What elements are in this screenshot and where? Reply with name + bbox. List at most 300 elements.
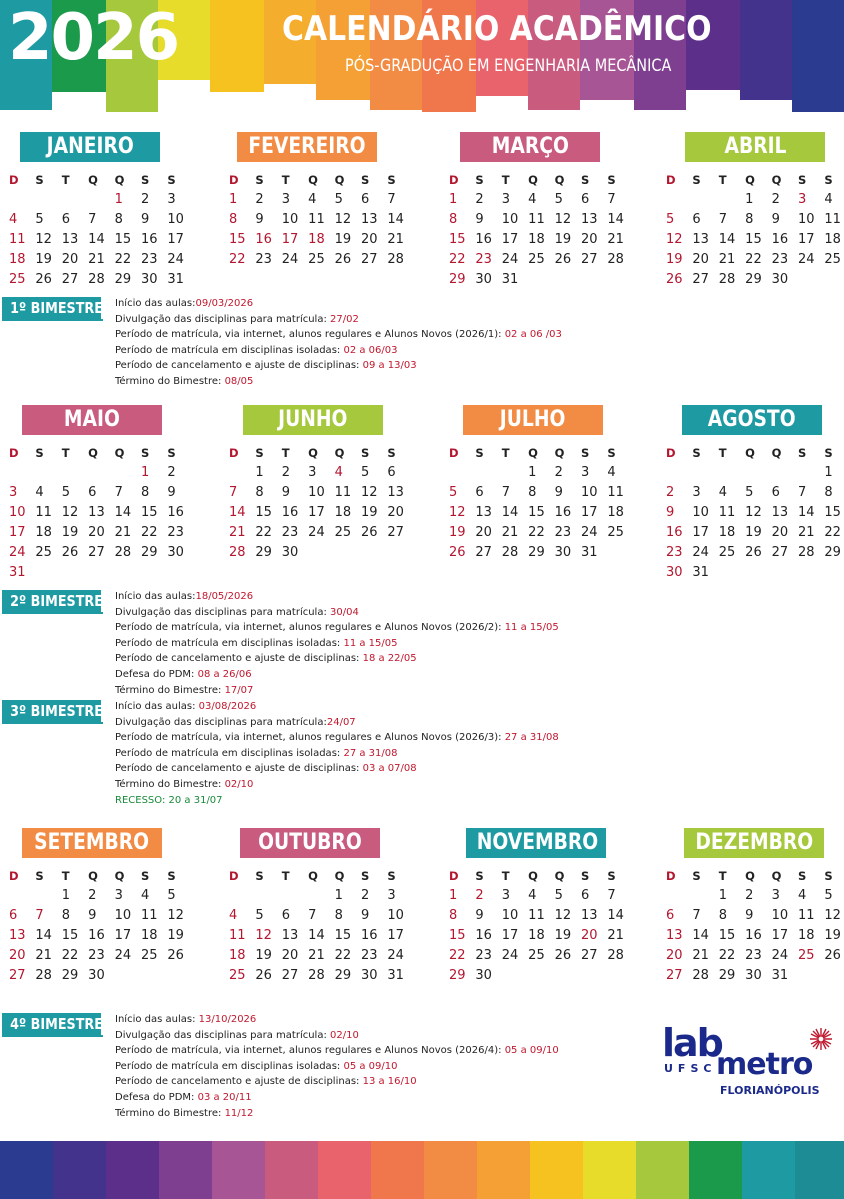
day-cell: 9 [281,485,291,500]
empty-cell [58,463,84,483]
day-cell: 8 [140,485,150,500]
day-cell: 5 [334,192,343,207]
day-cell: 17 [501,232,519,247]
day-cell: 20 [771,525,789,540]
month-header [685,132,825,162]
day-cell: 10 [501,908,519,923]
weekday-label: S [255,869,264,883]
day-cell: 25 [229,968,246,983]
day-cell: 9 [745,908,754,923]
day-cell: 30 [771,272,789,287]
day-cell: 5 [35,212,44,227]
event-row [115,343,562,359]
day-cell: 10 [501,212,519,227]
logo-city-text: FLORIANÓPOLIS [720,1084,820,1097]
empty-cell [5,886,31,906]
day-cell: 15 [61,928,79,943]
day-cell: 4 [607,465,616,480]
event-label: Divulgação das disciplinas para matrícula: [115,313,331,325]
day-cell: 2 [88,888,97,903]
day-cell: 24 [501,252,519,267]
bimester-events [115,1012,559,1121]
weekday-label: Q [88,446,98,460]
day-cell: 14 [88,232,105,247]
day-cell: 15 [255,505,272,520]
weekday-label: S [387,869,396,883]
day-cell: 30 [88,968,105,983]
day-cell: 24 [797,252,815,267]
day-cell: 6 [360,192,370,207]
day-cell: 3 [9,485,18,500]
day-cell: 8 [528,485,537,500]
weekday-label: Q [88,869,98,883]
day-cell: 30 [281,545,299,560]
day-cell: 2 [475,888,484,903]
month-name: FEVEREIRO [248,134,366,159]
day-cell: 25 [824,252,841,267]
day-cell: 19 [666,252,683,267]
labmetro-logo [662,1021,832,1104]
day-cell: 29 [114,272,132,287]
empty-cell [58,190,84,210]
event-label: Período de matrícula em disciplinas isoladas: [115,344,344,356]
day-cell: 16 [666,525,683,540]
day-cell: 8 [718,908,728,923]
day-cell: 13 [88,505,105,520]
event-date: 05 a 09/10 [504,1045,559,1057]
day-cell: 10 [9,505,26,520]
empty-cell [111,463,137,483]
day-cell: 1 [528,465,537,480]
day-cell: 18 [140,928,158,943]
day-cell: 3 [387,888,396,903]
empty-cell [5,463,31,483]
day-cell: 31 [9,565,26,580]
day-cell: 5 [167,888,176,903]
day-cell: 16 [475,232,492,247]
day-cell: 20 [580,232,598,247]
day-cell: 27 [88,545,105,560]
day-cell: 28 [308,968,325,983]
weekday-label: T [501,446,510,460]
empty-cell [688,463,714,483]
day-cell: 28 [797,545,815,560]
day-cell: 14 [308,928,325,943]
day-cell: 29 [528,545,545,560]
day-cell: 2 [745,888,754,903]
day-cell: 27 [771,545,789,560]
weekday-label: D [229,869,239,883]
weekday-label: S [140,446,150,460]
day-cell: 13 [580,908,598,923]
weekday-label: S [607,173,616,187]
day-cell: 30 [167,545,184,560]
weekday-label: Q [114,446,125,460]
event-label: Término do Bimestre: [115,1107,225,1119]
event-label: Defesa do PDM: [115,668,198,680]
event-date: 02/10 [330,1029,359,1041]
day-cell: 14 [35,928,52,943]
day-cell: 22 [255,525,272,540]
event-row [115,761,559,777]
day-cell: 22 [718,948,736,963]
day-cell: 17 [580,505,598,520]
day-cell: 4 [35,485,44,500]
day-cell: 20 [387,505,404,520]
day-cell: 10 [281,212,299,227]
day-cell: 13 [360,212,378,227]
day-cell: 28 [501,545,519,560]
empty-cell [662,190,688,210]
day-cell: 12 [167,908,184,923]
day-cell: 19 [61,525,79,540]
day-cell: 13 [9,928,26,943]
event-date: 03 a 20/11 [197,1091,252,1103]
day-cell: 16 [88,928,105,943]
day-cell: 1 [449,192,458,207]
day-cell: 16 [281,505,299,520]
day-cell: 16 [475,928,492,943]
day-cell: 27 [580,252,598,267]
day-cell: 10 [797,212,815,227]
day-cell: 24 [308,525,325,540]
day-cell: 7 [607,888,616,903]
day-cell: 4 [229,908,238,923]
event-row [115,683,559,699]
event-date: 02 a 06/03 [343,344,398,356]
day-cell: 5 [255,908,264,923]
day-cell: 12 [745,505,762,520]
day-cell: 9 [255,212,264,227]
event-label: Término do Bimestre: [115,778,225,790]
empty-cell [31,886,57,906]
empty-cell [225,886,251,906]
event-label: Período de matrícula, via internet, alunos regulares e Alunos Novos (2026/2): [115,622,505,634]
day-cell: 5 [824,888,833,903]
month-header [463,405,603,435]
event-label: Início das aulas: [115,701,199,712]
weekday-label: S [580,446,590,460]
event-date: 03 a 07/08 [362,763,417,775]
day-cell: 6 [580,888,590,903]
event-row [115,589,559,605]
day-cell: 19 [824,928,841,943]
day-cell: 22 [229,252,246,267]
day-cell: 7 [387,192,396,207]
day-cell: 21 [114,525,132,540]
day-cell: 20 [61,252,79,267]
month-9 [5,828,185,986]
day-cell: 18 [9,252,26,267]
day-cell: 12 [824,908,841,923]
day-cell: 29 [449,968,466,983]
weekday-label: T [281,869,290,883]
day-cell: 6 [281,908,291,923]
month-grid [5,170,185,290]
event-recess: RECESSO: 20 a 31/07 [115,794,223,806]
month-4 [662,132,842,290]
event-date: 02/10 [224,778,254,790]
event-label: Início das aulas: [115,1014,199,1025]
day-cell: 19 [745,525,762,540]
day-cell: 31 [692,565,709,580]
day-cell: 28 [229,545,246,560]
day-cell: 16 [360,928,378,943]
day-cell: 3 [771,888,780,903]
weekday-label: S [692,869,701,883]
bimester-events [115,296,562,390]
day-cell: 11 [797,908,815,923]
day-cell: 20 [475,525,492,540]
day-cell: 18 [35,525,52,540]
weekday-label: Q [554,869,565,883]
weekday-label: Q [528,173,538,187]
day-cell: 14 [501,505,519,520]
bimester-label-text: 3º BIMESTRE [10,702,103,720]
empty-cell [84,463,110,483]
day-cell: 16 [255,232,272,247]
day-cell: 1 [140,465,150,480]
weekday-label: T [281,446,290,460]
event-date: 09 a 13/03 [362,360,417,372]
empty-cell [31,190,57,210]
day-cell: 30 [475,272,492,287]
day-cell: 14 [718,232,736,247]
weekday-label: S [360,173,370,187]
day-cell: 19 [167,928,184,943]
day-cell: 3 [501,888,511,903]
day-cell: 7 [607,192,616,207]
day-cell: 18 [308,232,325,247]
month-12 [662,828,842,986]
day-cell: 16 [771,232,789,247]
day-cell: 25 [35,545,52,560]
weekday-label: T [61,869,70,883]
day-cell: 19 [449,525,466,540]
month-grid [5,866,185,986]
month-6 [225,405,405,563]
day-cell: 17 [114,928,132,943]
day-cell: 17 [501,928,519,943]
day-cell: 13 [61,232,79,247]
weekday-label: S [140,173,150,187]
weekday-label: Q [334,869,345,883]
day-cell: 23 [771,252,789,267]
day-cell: 26 [554,252,572,267]
day-cell: 14 [229,505,246,520]
weekday-label: Q [334,173,345,187]
day-cell: 20 [666,948,683,963]
day-cell: 25 [797,948,815,963]
day-cell: 12 [360,485,378,500]
day-cell: 19 [360,505,378,520]
month-grid [662,443,842,583]
month-header [460,132,600,162]
weekday-label: S [35,446,44,460]
weekday-label: S [475,173,484,187]
day-cell: 1 [255,465,264,480]
day-cell: 6 [387,465,396,480]
day-cell: 31 [580,545,598,560]
weekday-label: D [666,446,676,460]
day-cell: 27 [360,252,378,267]
day-cell: 13 [580,212,598,227]
empty-cell [688,886,714,906]
weekday-label: S [255,446,264,460]
day-cell: 28 [387,252,404,267]
day-cell: 1 [718,888,728,903]
day-cell: 28 [114,545,132,560]
day-cell: 2 [167,465,176,480]
day-cell: 26 [824,948,841,963]
event-date: 03/08/2026 [198,701,257,712]
event-label: Período de matrícula em disciplinas isoladas: [115,637,344,649]
event-row [115,312,562,328]
weekday-label: T [61,173,70,187]
weekday-label: Q [771,869,782,883]
day-cell: 24 [692,545,709,560]
weekday-label: D [229,173,239,187]
weekday-label: T [281,173,290,187]
day-cell: 30 [140,272,158,287]
month-name: SETEMBRO [34,830,150,855]
day-cell: 1 [745,192,754,207]
day-cell: 29 [824,545,841,560]
day-cell: 13 [281,928,299,943]
day-cell: 17 [281,232,299,247]
weekday-label: S [824,173,833,187]
empty-cell [445,463,471,483]
day-cell: 21 [387,232,404,247]
day-cell: 26 [61,545,79,560]
empty-cell [688,190,714,210]
day-cell: 21 [692,948,709,963]
month-name: NOVEMBRO [476,830,599,855]
day-cell: 22 [449,948,466,963]
day-cell: 13 [771,505,789,520]
day-cell: 21 [308,948,325,963]
day-cell: 6 [666,908,675,923]
event-row [115,777,559,793]
day-cell: 1 [61,888,71,903]
day-cell: 23 [745,948,762,963]
empty-cell [498,463,524,483]
day-cell: 23 [360,948,378,963]
day-cell: 2 [281,465,291,480]
month-grid [225,443,405,563]
day-cell: 20 [580,928,598,943]
day-cell: 29 [61,968,79,983]
month-10 [225,828,405,986]
day-cell: 27 [475,545,492,560]
day-cell: 16 [167,505,184,520]
day-cell: 6 [61,212,71,227]
day-cell: 12 [554,212,572,227]
weekday-label: Q [308,446,318,460]
month-11 [445,828,625,986]
day-cell: 14 [114,505,132,520]
day-cell: 11 [607,485,624,500]
event-date: 09/03/2026 [195,298,254,309]
weekday-label: S [387,446,396,460]
day-cell: 18 [718,525,736,540]
day-cell: 15 [745,232,762,247]
day-cell: 8 [745,212,754,227]
day-cell: 21 [229,525,246,540]
weekday-label: T [718,869,727,883]
weekday-label: T [718,173,727,187]
event-date: 11 a 15/05 [504,622,559,634]
day-cell: 11 [334,485,352,500]
day-cell: 31 [501,272,519,287]
month-name: OUTUBRO [258,830,362,855]
day-cell: 3 [797,192,807,207]
day-cell: 16 [745,928,762,943]
day-cell: 17 [692,525,709,540]
day-cell: 15 [140,505,158,520]
bimester-label-text: 2º BIMESTRE [10,592,103,610]
month-header [243,405,383,435]
month-grid [662,866,842,986]
weekday-label: S [255,173,264,187]
day-cell: 26 [360,525,378,540]
day-cell: 7 [692,908,701,923]
day-cell: 7 [501,485,511,500]
day-cell: 30 [666,565,683,580]
day-cell: 22 [114,252,132,267]
day-cell: 9 [554,485,563,500]
month-5 [5,405,185,583]
day-cell: 19 [334,232,352,247]
day-cell: 13 [387,485,404,500]
event-label: Período de matrícula, via internet, alunos regulares e Alunos Novos (2026/1): [115,329,505,341]
weekday-label: S [140,869,150,883]
day-cell: 29 [255,545,272,560]
weekday-label: S [580,173,590,187]
event-label: Período de cancelamento e ajuste de disciplinas: [115,1076,363,1088]
day-cell: 11 [528,908,545,923]
weekday-label: T [718,446,727,460]
month-name: JULHO [500,407,566,432]
weekday-label: S [360,869,370,883]
day-cell: 5 [745,485,754,500]
day-cell: 27 [281,968,299,983]
day-cell: 9 [88,908,97,923]
day-cell: 5 [449,485,458,500]
day-cell: 17 [167,232,184,247]
day-cell: 17 [308,505,325,520]
day-cell: 8 [334,908,343,923]
day-cell: 23 [666,545,683,560]
day-cell: 22 [824,525,841,540]
day-cell: 21 [501,525,519,540]
day-cell: 23 [475,252,492,267]
weekday-label: Q [114,173,125,187]
day-cell: 26 [167,948,184,963]
day-cell: 24 [387,948,404,963]
day-cell: 17 [387,928,404,943]
day-cell: 8 [449,212,458,227]
day-cell: 13 [475,505,492,520]
weekday-label: S [692,446,701,460]
day-cell: 24 [580,525,598,540]
day-cell: 3 [167,192,176,207]
weekday-label: D [666,173,676,187]
empty-cell [768,463,794,483]
day-cell: 30 [360,968,378,983]
event-date: 02 a 06 /03 [504,329,562,341]
event-row [115,636,559,652]
